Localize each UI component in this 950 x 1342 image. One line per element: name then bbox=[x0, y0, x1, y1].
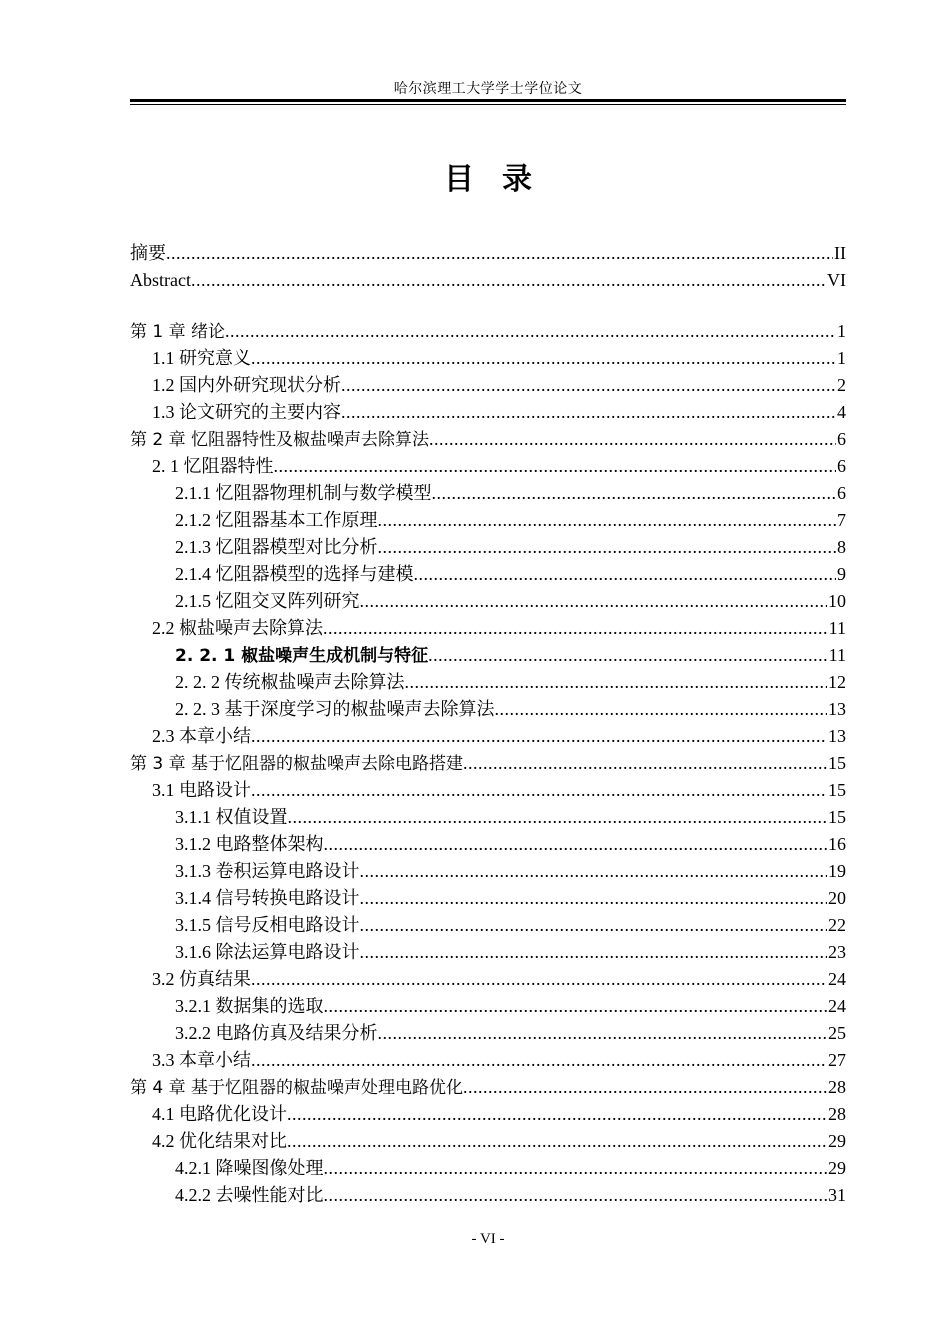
toc-entry-subsection[interactable] bbox=[130, 1020, 846, 1047]
toc-spacer bbox=[130, 294, 846, 318]
toc-entry-section[interactable] bbox=[130, 777, 846, 804]
toc-entry-page: 24 bbox=[828, 969, 846, 989]
toc-leader-dots bbox=[360, 588, 828, 615]
toc-entry-subsection[interactable] bbox=[130, 885, 846, 912]
toc-entry-section[interactable] bbox=[130, 723, 846, 750]
toc-entry-subsection[interactable] bbox=[130, 507, 846, 534]
toc-entry-section[interactable] bbox=[130, 966, 846, 993]
toc-leader-dots bbox=[191, 267, 826, 294]
toc-entry-page: 13 bbox=[828, 726, 846, 746]
toc-entry-subsection[interactable] bbox=[130, 1155, 846, 1182]
toc-entry-label: 3.1.4 信号转换电路设计 bbox=[175, 888, 360, 908]
toc-entry-section[interactable] bbox=[130, 345, 846, 372]
toc-entry-page: VI bbox=[827, 270, 846, 290]
toc-entry-label: 3.1 电路设计 bbox=[152, 780, 251, 800]
toc-entry-page: 25 bbox=[828, 1023, 846, 1043]
toc-entry-subsection[interactable] bbox=[130, 912, 846, 939]
toc-entry-label: 3.1.6 除法运算电路设计 bbox=[175, 942, 360, 962]
toc-entry-page: 28 bbox=[828, 1104, 846, 1124]
toc-leader-dots bbox=[341, 372, 836, 399]
running-header: 哈尔滨理工大学学士学位论文 bbox=[393, 82, 583, 97]
table-of-contents bbox=[130, 240, 846, 1209]
toc-entry-section[interactable] bbox=[130, 453, 846, 480]
toc-entry-subsection[interactable] bbox=[130, 939, 846, 966]
toc-leader-dots bbox=[225, 318, 836, 345]
toc-leader-dots bbox=[288, 804, 828, 831]
toc-entry-subsection[interactable] bbox=[130, 561, 846, 588]
toc-entry-subsection[interactable] bbox=[130, 696, 846, 723]
toc-entry-label: 2.3 本章小结 bbox=[152, 726, 251, 746]
toc-entry-label: 4.2.1 降噪图像处理 bbox=[175, 1158, 324, 1178]
toc-entry-label: 2.1.1 忆阻器物理机制与数学模型 bbox=[175, 483, 432, 503]
toc-leader-dots bbox=[360, 885, 828, 912]
toc-leader-dots bbox=[287, 1101, 827, 1128]
toc-entry-label: 2.1.4 忆阻器模型的选择与建模 bbox=[175, 564, 414, 584]
toc-entry-section[interactable] bbox=[130, 1101, 846, 1128]
toc-entry-page: 15 bbox=[828, 780, 846, 800]
toc-entry-page: 6 bbox=[837, 429, 846, 449]
toc-leader-dots bbox=[324, 993, 828, 1020]
toc-entry-label: 2.1.3 忆阻器模型对比分析 bbox=[175, 537, 378, 557]
toc-leader-dots bbox=[360, 912, 828, 939]
toc-entry-label: 2. 2. 3 基于深度学习的椒盐噪声去除算法 bbox=[175, 699, 495, 719]
toc-leader-dots bbox=[341, 399, 836, 426]
toc-entry-label: 2.1.5 忆阻交叉阵列研究 bbox=[175, 591, 360, 611]
toc-entry-label: 第 2 章 忆阻器特性及椒盐噪声去除算法 bbox=[130, 430, 430, 450]
toc-entry-abstract-cn[interactable] bbox=[130, 240, 846, 267]
toc-entry-page: 29 bbox=[828, 1158, 846, 1178]
toc-entry-label: 3.2 仿真结果 bbox=[152, 969, 251, 989]
toc-entry-page: 13 bbox=[828, 699, 846, 719]
toc-entry-section[interactable] bbox=[130, 372, 846, 399]
toc-entry-chapter[interactable] bbox=[130, 750, 846, 777]
toc-entry-label: 3.1.5 信号反相电路设计 bbox=[175, 915, 360, 935]
toc-entry-page: 24 bbox=[828, 996, 846, 1016]
toc-entry-label: 2. 2. 1 椒盐噪声生成机制与特征 bbox=[175, 646, 429, 666]
toc-leader-dots bbox=[360, 939, 828, 966]
toc-entry-page: 1 bbox=[837, 321, 846, 341]
toc-entry-page: 15 bbox=[828, 807, 846, 827]
toc-entry-page: 22 bbox=[828, 915, 846, 935]
toc-entry-chapter[interactable] bbox=[130, 426, 846, 453]
toc-leader-dots bbox=[324, 1182, 828, 1209]
toc-entry-page: 11 bbox=[828, 618, 846, 638]
toc-entry-subsection[interactable] bbox=[130, 588, 846, 615]
toc-leader-dots bbox=[463, 1074, 827, 1101]
toc-entry-subsection[interactable] bbox=[130, 642, 846, 669]
toc-entry-section[interactable] bbox=[130, 1047, 846, 1074]
toc-entry-page: 19 bbox=[828, 861, 846, 881]
toc-leader-dots bbox=[378, 534, 837, 561]
toc-entry-label: 摘要 bbox=[130, 243, 166, 263]
toc-entry-subsection[interactable] bbox=[130, 804, 846, 831]
toc-entry-label: 2. 1 忆阻器特性 bbox=[152, 456, 274, 476]
toc-entry-page: 29 bbox=[828, 1131, 846, 1151]
toc-leader-dots bbox=[251, 1047, 827, 1074]
toc-entry-label: Abstract bbox=[130, 270, 191, 290]
toc-entry-page: 6 bbox=[837, 456, 846, 476]
toc-entry-subsection[interactable] bbox=[130, 993, 846, 1020]
toc-leader-dots bbox=[378, 507, 837, 534]
toc-entry-page: 10 bbox=[828, 591, 846, 611]
header-rule-thick bbox=[130, 99, 846, 102]
toc-leader-dots bbox=[360, 858, 828, 885]
toc-entry-page: 6 bbox=[837, 483, 846, 503]
toc-entry-page: 4 bbox=[837, 402, 846, 422]
toc-leader-dots bbox=[324, 831, 828, 858]
toc-leader-dots bbox=[251, 777, 827, 804]
toc-entry-label: 4.2.2 去噪性能对比 bbox=[175, 1185, 324, 1205]
toc-leader-dots bbox=[405, 669, 828, 696]
toc-entry-subsection[interactable] bbox=[130, 831, 846, 858]
toc-entry-subsection[interactable] bbox=[130, 858, 846, 885]
toc-entry-label: 1.2 国内外研究现状分析 bbox=[152, 375, 341, 395]
page-number: - VI - bbox=[471, 1231, 505, 1247]
toc-entry-label: 3.1.2 电路整体架构 bbox=[175, 834, 324, 854]
toc-entry-label: 2. 2. 2 传统椒盐噪声去除算法 bbox=[175, 672, 405, 692]
toc-entry-section[interactable] bbox=[130, 1128, 846, 1155]
toc-leader-dots bbox=[323, 615, 828, 642]
toc-entry-page: 20 bbox=[828, 888, 846, 908]
toc-entry-page: 7 bbox=[837, 510, 846, 530]
toc-entry-page: 15 bbox=[828, 753, 846, 773]
toc-leader-dots bbox=[495, 696, 828, 723]
toc-entry-page: 28 bbox=[828, 1077, 846, 1097]
toc-entry-section[interactable] bbox=[130, 615, 846, 642]
toc-entry-page: 1 bbox=[837, 348, 846, 368]
toc-entry-page: 12 bbox=[828, 672, 846, 692]
toc-entry-label: 3.2.2 电路仿真及结果分析 bbox=[175, 1023, 378, 1043]
toc-entry-chapter[interactable] bbox=[130, 1074, 846, 1101]
toc-leader-dots bbox=[251, 723, 827, 750]
toc-entry-subsection[interactable] bbox=[130, 669, 846, 696]
toc-entry-page: 2 bbox=[837, 375, 846, 395]
toc-entry-label: 4.1 电路优化设计 bbox=[152, 1104, 287, 1124]
toc-entry-page: 9 bbox=[837, 564, 846, 584]
toc-leader-dots bbox=[414, 561, 837, 588]
toc-entry-label: 2.2 椒盐噪声去除算法 bbox=[152, 618, 323, 638]
toc-entry-label: 4.2 优化结果对比 bbox=[152, 1131, 287, 1151]
toc-entry-section[interactable] bbox=[130, 399, 846, 426]
toc-leader-dots bbox=[429, 426, 836, 453]
toc-leader-dots bbox=[428, 642, 827, 669]
toc-entry-label: 1.3 论文研究的主要内容 bbox=[152, 402, 341, 422]
toc-entry-page: 11 bbox=[828, 645, 846, 665]
toc-entry-label: 1.1 研究意义 bbox=[152, 348, 251, 368]
toc-leader-dots bbox=[287, 1128, 827, 1155]
toc-leader-dots bbox=[324, 1155, 828, 1182]
toc-leader-dots bbox=[166, 240, 833, 267]
toc-leader-dots bbox=[251, 345, 836, 372]
toc-entry-abstract-en[interactable] bbox=[130, 267, 846, 294]
toc-entry-label: 第 4 章 基于忆阻器的椒盐噪声处理电路优化 bbox=[130, 1078, 464, 1098]
toc-entry-page: 31 bbox=[828, 1185, 846, 1205]
toc-entry-subsection[interactable] bbox=[130, 480, 846, 507]
toc-entry-page: 23 bbox=[828, 942, 846, 962]
page-title: 目录 bbox=[444, 162, 560, 197]
toc-entry-subsection[interactable] bbox=[130, 1182, 846, 1209]
toc-leader-dots bbox=[274, 453, 837, 480]
toc-entry-label: 3.2.1 数据集的选取 bbox=[175, 996, 324, 1016]
toc-entry-page: 16 bbox=[828, 834, 846, 854]
toc-entry-subsection[interactable] bbox=[130, 534, 846, 561]
toc-entry-page: 8 bbox=[837, 537, 846, 557]
toc-entry-label: 3.1.1 权值设置 bbox=[175, 807, 288, 827]
toc-entry-chapter[interactable] bbox=[130, 318, 846, 345]
toc-entry-label: 2.1.2 忆阻器基本工作原理 bbox=[175, 510, 378, 530]
header-rule-thin bbox=[130, 104, 846, 105]
toc-entry-page: 27 bbox=[828, 1050, 846, 1070]
toc-entry-label: 3.1.3 卷积运算电路设计 bbox=[175, 861, 360, 881]
toc-entry-label: 第 3 章 基于忆阻器的椒盐噪声去除电路搭建 bbox=[130, 754, 464, 774]
toc-entry-page: II bbox=[834, 243, 846, 263]
toc-leader-dots bbox=[378, 1020, 828, 1047]
toc-leader-dots bbox=[251, 966, 827, 993]
toc-leader-dots bbox=[432, 480, 837, 507]
toc-leader-dots bbox=[463, 750, 827, 777]
toc-chapter-list bbox=[130, 318, 846, 1209]
toc-entry-label: 第 1 章 绪论 bbox=[130, 322, 226, 342]
toc-entry-label: 3.3 本章小结 bbox=[152, 1050, 251, 1070]
